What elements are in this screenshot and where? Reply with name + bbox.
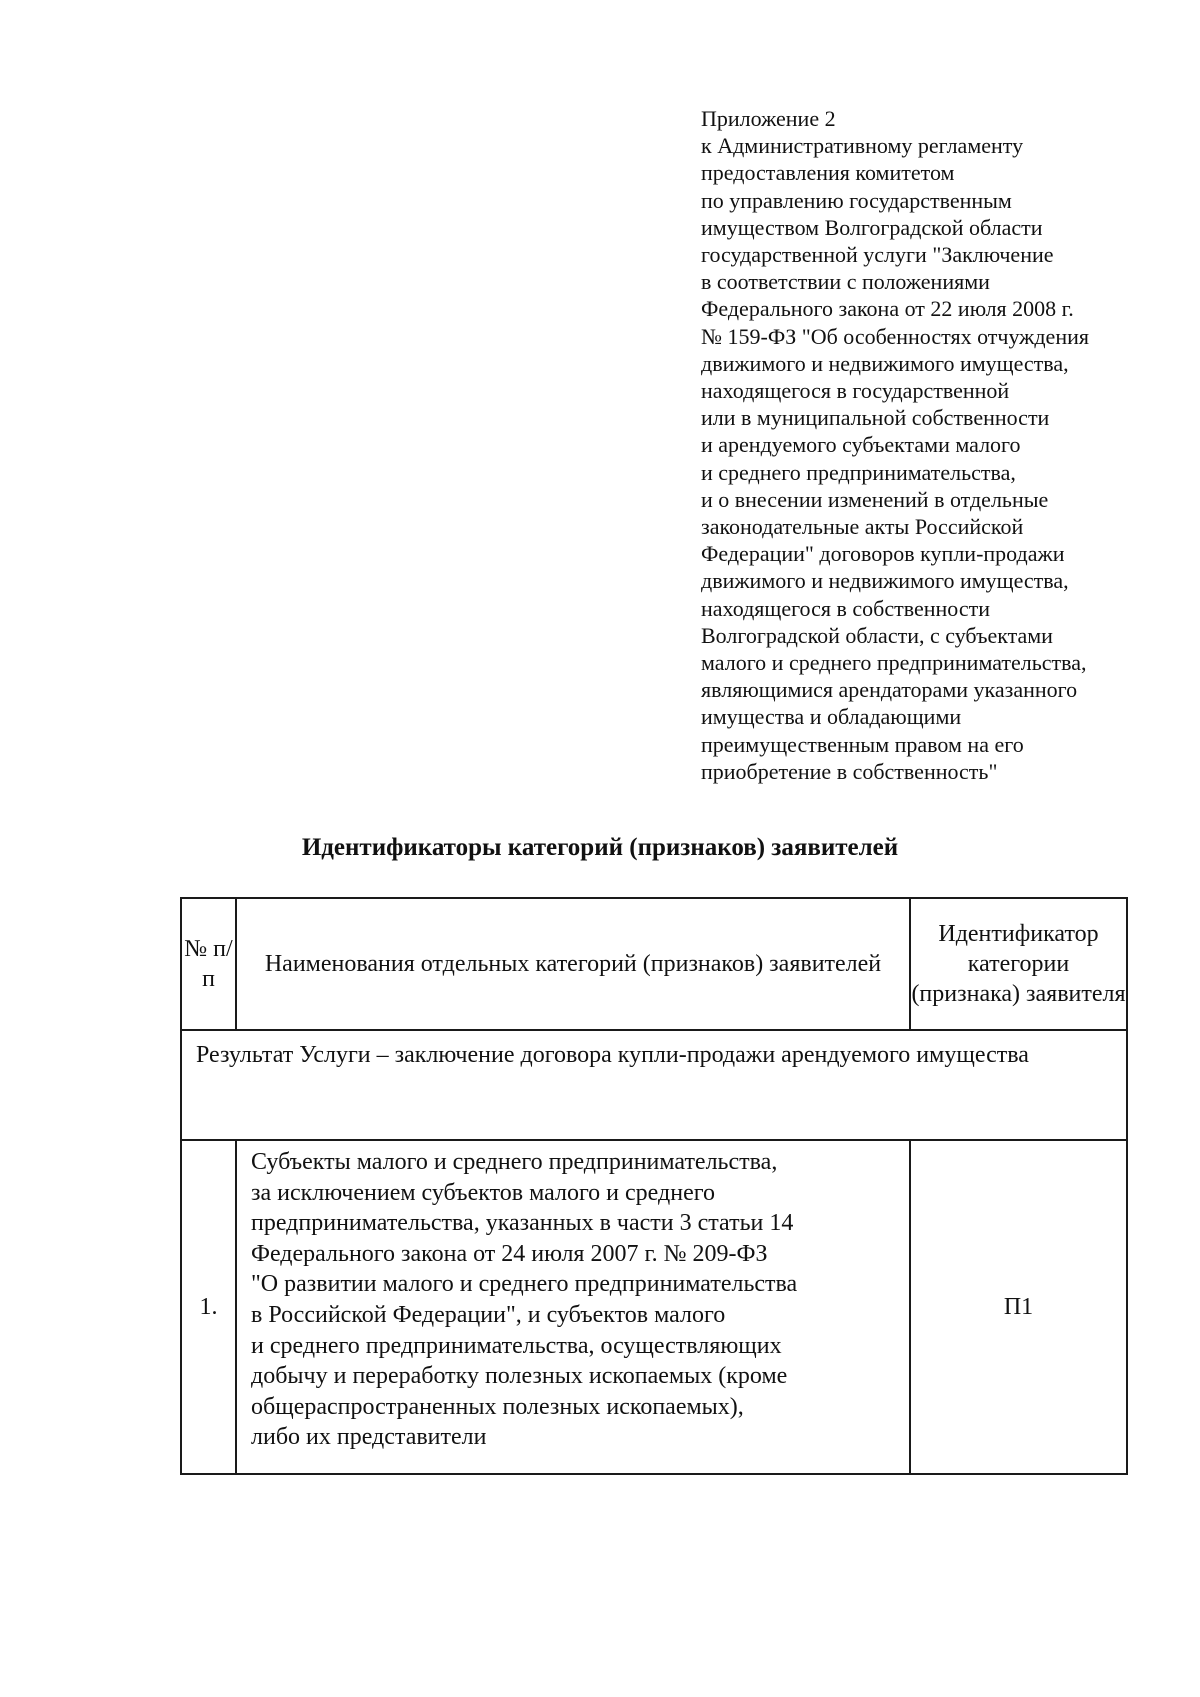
row-category-line: добычу и переработку полезных ископаемых (кроме [251,1363,788,1390]
appendix-line: № 159-ФЗ "Об особенностях отчуждения [701,323,1089,349]
appendix-line: и арендуемого субъектами малого [701,432,1021,458]
table-row [181,1140,1127,1474]
document-title: Идентификаторы категорий (признаков) заявителей [301,834,899,861]
appendix-line: малого и среднего предпринимательства, [701,650,1087,676]
table-section-row [181,1030,1127,1140]
row-category-line: в Российской Федерации", и субъектов малого [251,1301,726,1328]
row-number: 1. [181,1140,236,1474]
appendix-line: предоставления комитетом [701,160,955,186]
row-category-line: предпринимательства, указанных в части 3 статьи 14 [251,1210,794,1237]
appendix-line: являющимися арендаторами указанного [701,677,1078,703]
row-category-line: Федерального закона от 24 июля 2007 г. № 209-ФЗ [251,1240,768,1267]
appendix-note [701,105,1141,785]
row-category-line: и среднего предпринимательства, осуществляющих [251,1332,782,1359]
appendix-line: имуществом Волгоградской области [701,214,1043,240]
appendix-line: Приложение 2 [701,106,836,131]
appendix-line: преимущественным правом на его [701,731,1024,757]
appendix-line: Волгоградской области, с субъектами [701,622,1053,648]
appendix-line: имущества и обладающими [701,704,962,730]
appendix-line: Федерации" договоров купли-продажи [701,541,1065,567]
row-category-line: за исключением субъектов малого и среднего [251,1179,715,1206]
appendix-line: и о внесении изменений в отдельные [701,486,1049,512]
header-number: № п/п [181,898,236,1030]
appendix-line: или в муниципальной собственности [701,405,1050,431]
categories-table [180,897,1128,1475]
appendix-line: движимого и недвижимого имущества, [701,350,1069,376]
appendix-line: находящегося в государственной [701,378,1010,404]
appendix-line: Федерального закона от 22 июля 2008 г. [701,296,1074,322]
appendix-line: и среднего предпринимательства, [701,459,1016,485]
table-header-row [181,898,1127,1030]
row-category-line: "О развитии малого и среднего предпринимательства [251,1271,798,1298]
row-category-name [236,1140,910,1474]
categories-table-wrapper [180,897,1126,1475]
appendix-line: в соответствии с положениями [701,269,990,295]
appendix-line: по управлению государственным [701,187,1012,213]
appendix-line: приобретение в собственность" [701,758,998,784]
appendix-line: движимого и недвижимого имущества, [701,568,1069,594]
appendix-line: находящегося в собственности [701,595,990,621]
header-category-id: Идентификатор категории (признака) заявителя [910,898,1127,1030]
row-category-line: общераспространенных полезных ископаемых), [251,1393,744,1420]
row-category-line: Субъекты малого и среднего предпринимательства, [251,1149,778,1175]
appendix-line: законодательные акты Российской [701,514,1024,540]
row-category-line: либо их представители [251,1424,487,1451]
appendix-line: государственной услуги "Заключение [701,242,1054,268]
header-category-name: Наименования отдельных категорий (признаков) заявителей [236,898,910,1030]
row-category-id: П1 [910,1140,1127,1474]
appendix-line: к Административному регламенту [701,133,1024,159]
service-result-cell: Результат Услуги – заключение договора купли-продажи арендуемого имущества [181,1030,1127,1140]
